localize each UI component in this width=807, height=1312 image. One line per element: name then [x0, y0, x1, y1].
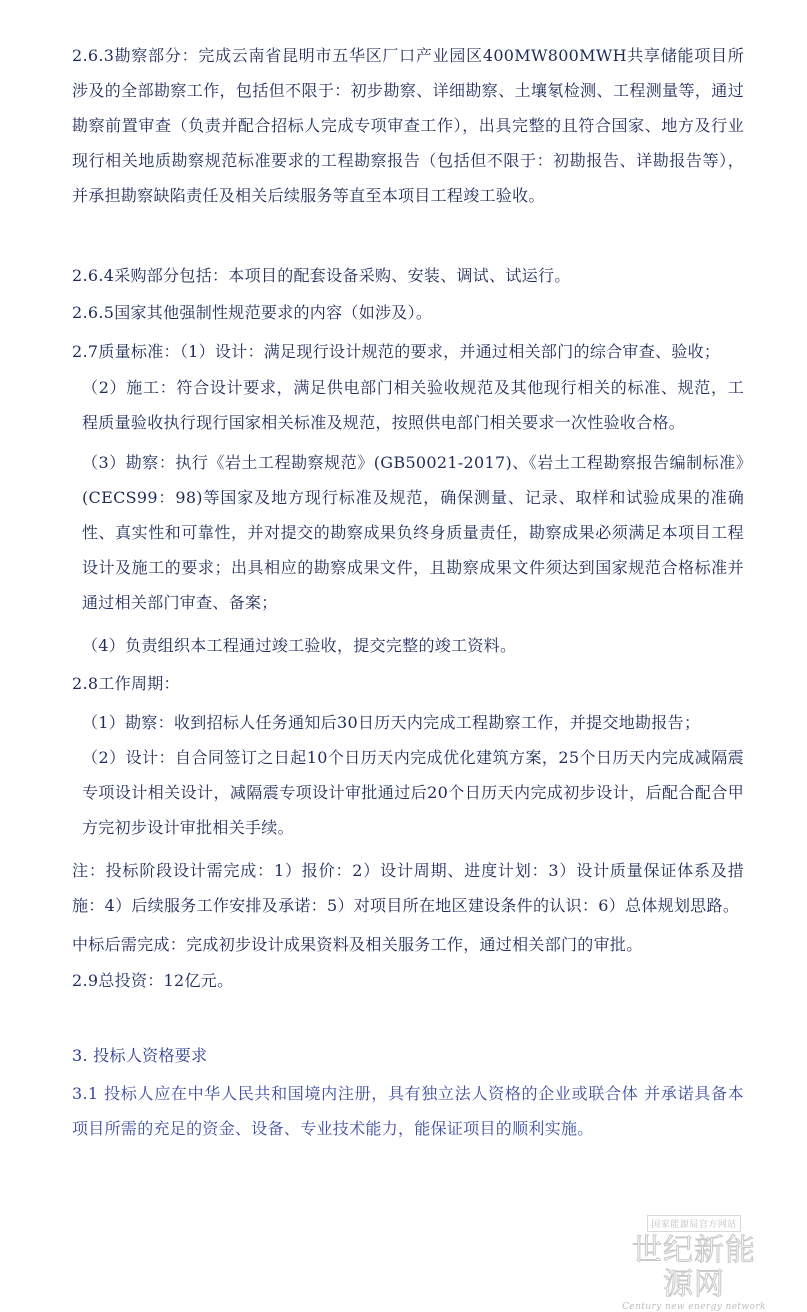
paragraph-design-period: （2）设计：自合同签订之日起10个日历天内完成优化建筑方案，25个日历天内完成减隔震专项设计相关设计，减隔震专项设计审批通过后20个日历天内完成初步设计，后配合配合甲方完初步设计审批相关手续。: [82, 748, 744, 837]
paragraph-3-1: 3.1 投标人应在中华人民共和国境内注册，具有独立法人资格的企业或联合体 并承诺具备本项目所需的充足的资金、设备、专业技术能力，能保证项目的顺利实施。: [72, 1084, 744, 1138]
paragraph-2-6-3: 2.6.3勘察部分：完成云南省昆明市五华区厂口产业园区400MW800MWH共享储能项目所涉及的全部勘察工作，包括但不限于：初步勘察、详细勘察、土壤氡检测、工程测量等，通过勘察前置审查（负责并配合招标人完成专项审查工作），出具完整的且符合国家、地方及行业现行相关地质勘察规范标准要求的工程勘察报告（包括但不限于：初勘报告、详勘报告等），并承担勘察缺陷责任及相关后续服务等直至本项目工程竣工验收。: [72, 46, 744, 205]
paragraph-construction: （2）施工：符合设计要求，满足供电部门相关验收规范及其他现行相关的标准、规范，工程质量验收执行现行国家相关标准及规范，按照供电部门相关要求一次性验收合格。: [82, 378, 744, 432]
paragraph-survey-period: （1）勘察：收到招标人任务通知后30日历天内完成工程勘察工作，并提交地勘报告；: [82, 713, 701, 732]
watermark-logo: [619, 1212, 769, 1312]
paragraph-2-7-quality: 2.7质量标准：（1）设计：满足现行设计规范的要求，并通过相关部门的综合审查、验收；: [72, 342, 721, 361]
paragraph-survey: （3）勘察：执行《岩土工程勘察规范》(GB50021-2017)、《岩土工程勘察报告编制标准》(CECS99：98)等国家及地方现行标准及规范，确保测量、记录、取样和试验成果的准确性、真实性和可靠性，并对提交的勘察成果负终身质量责任，勘察成果必须满足本项目工程设计及施工的要求；出具相应的勘察成果文件，且勘察成果文件须达到国家规范合格标准并通过相关部门审查、备案；: [82, 453, 744, 612]
paragraph-completion: （4）负责组织本工程通过竣工验收，提交完整的竣工资料。: [82, 636, 517, 655]
paragraph-after-award: 中标后需完成：完成初步设计成果资料及相关服务工作，通过相关部门的审批。: [72, 935, 643, 954]
watermark-top-text: 国家能源局官方网站: [647, 1215, 741, 1232]
watermark-sub-text: Century new energy network: [622, 1302, 766, 1312]
section-heading-3: 3. 投标人资格要求: [72, 1046, 208, 1065]
paragraph-2-8-period: 2.8工作周期：: [72, 674, 180, 693]
paragraph-2-6-4: 2.6.4采购部分包括：本项目的配套设备采购、安装、调试、试运行。: [72, 266, 571, 285]
paragraph-note: 注：投标阶段设计需完成：1）报价：2）设计周期、进度计划：3）设计质量保证体系及措施：4）后续服务工作安排及承诺：5）对项目所在地区建设条件的认识：6）总体规划思路。: [72, 861, 744, 915]
paragraph-2-6-5: 2.6.5国家其他强制性规范要求的内容（如涉及）。: [72, 303, 433, 322]
watermark-main-text: 世纪新能源网: [632, 1233, 756, 1302]
paragraph-2-9-investment: 2.9总投资：12亿元。: [72, 971, 234, 990]
